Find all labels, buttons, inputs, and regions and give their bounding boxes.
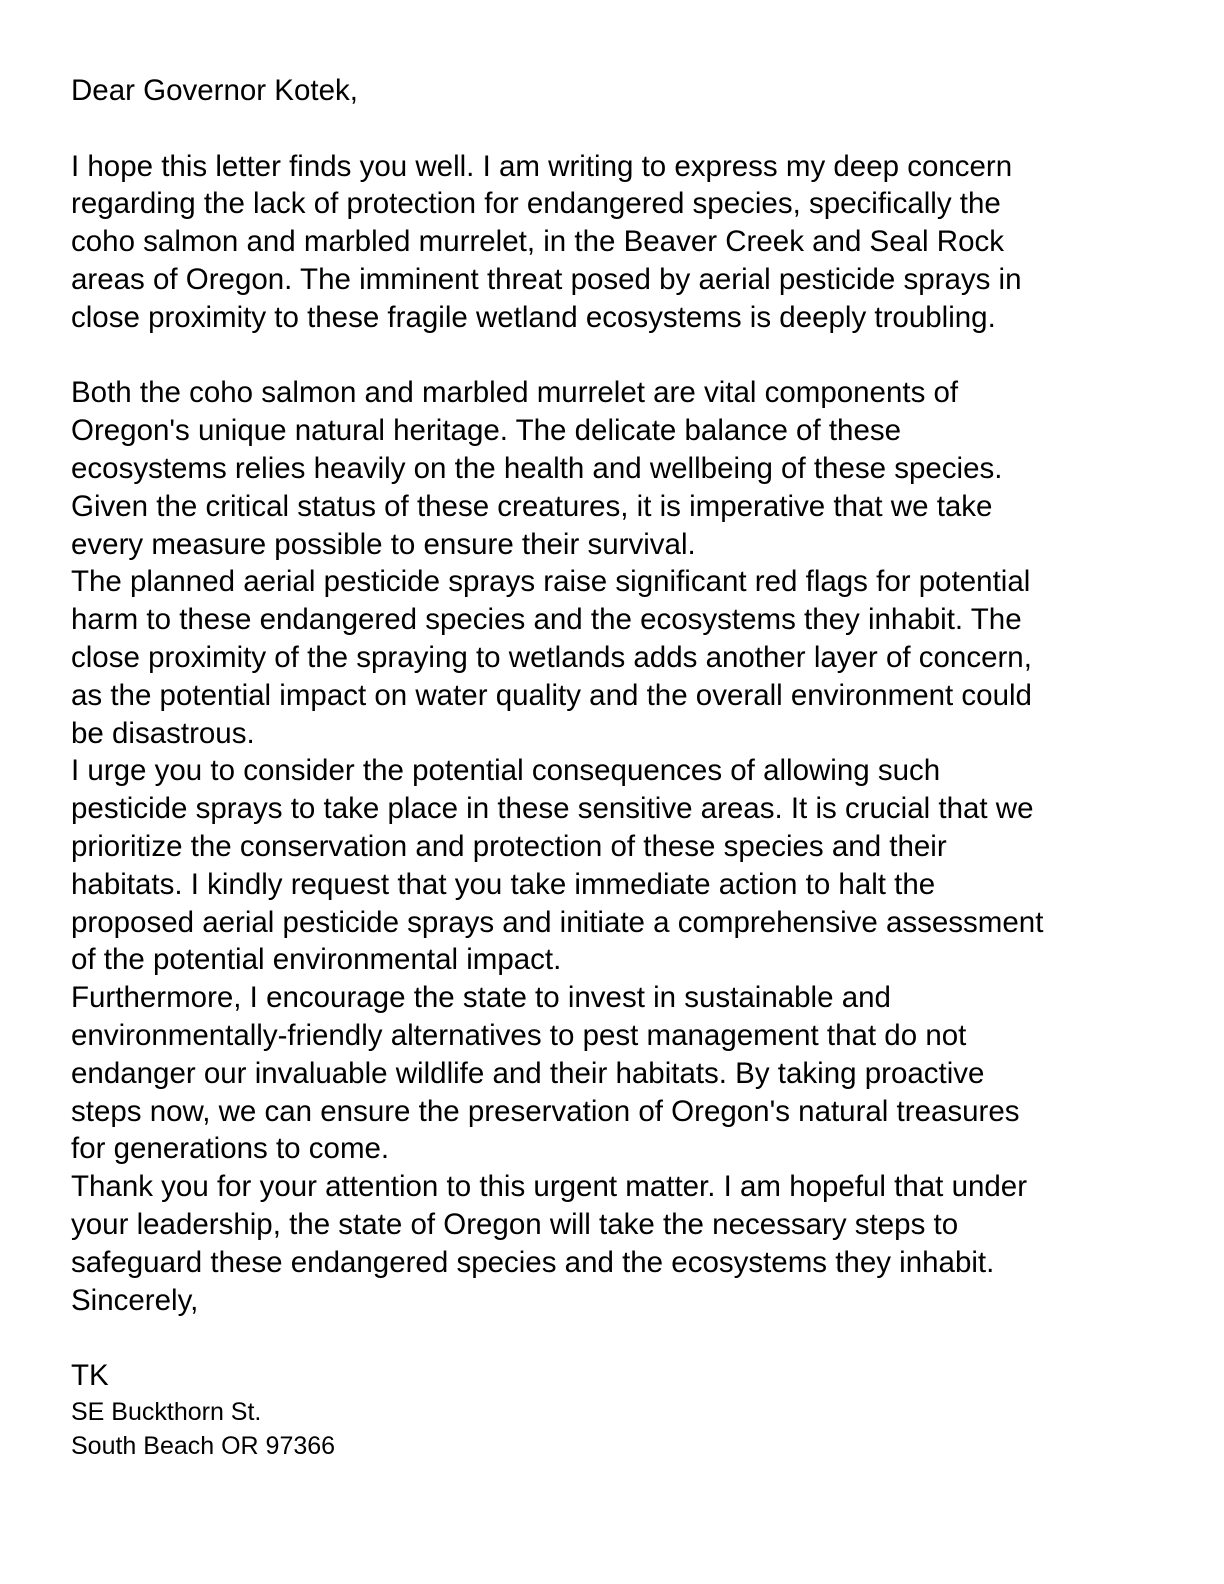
paragraph-line: The planned aerial pesticide sprays raise significant red flags for potential — [71, 565, 1031, 599]
paragraph-line: close proximity of the spraying to wetlands adds another layer of concern, — [71, 640, 1032, 674]
paragraph-line: Furthermore, I encourage the state to invest in sustainable and — [71, 981, 891, 1015]
paragraph-line: as the potential impact on water quality and the overall environment could — [71, 678, 1032, 712]
paragraph-line: close proximity to these fragile wetland ecosystems is deeply troubling. — [71, 300, 996, 334]
paragraph-line: areas of Oregon. The imminent threat posed by aerial pesticide sprays in — [71, 262, 1022, 296]
paragraph-line: environmentally-friendly alternatives to pest management that do not — [71, 1018, 967, 1052]
paragraph-line: pesticide sprays to take place in these sensitive areas. It is crucial that we — [71, 792, 1034, 826]
paragraph-line: ecosystems relies heavily on the health and wellbeing of these species. — [71, 451, 1003, 485]
paragraph-line: prioritize the conservation and protection of these species and their — [71, 829, 947, 863]
paragraph-line: harm to these endangered species and the ecosystems they inhabit. The — [71, 603, 1022, 637]
paragraph-line: I hope this letter finds you well. I am writing to express my deep concern — [71, 149, 1013, 183]
paragraph-line: be disastrous. — [71, 716, 255, 750]
paragraph-line: safeguard these endangered species and the ecosystems they inhabit. — [71, 1245, 995, 1279]
paragraph-line: for generations to come. — [71, 1132, 390, 1166]
address-line: SE Buckthorn St. — [71, 1397, 262, 1426]
signature: TK — [71, 1359, 109, 1393]
paragraph-line: proposed aerial pesticide sprays and initiate a comprehensive assessment — [71, 905, 1044, 939]
paragraph-line: regarding the lack of protection for endangered species, specifically the — [71, 187, 1001, 221]
salutation: Dear Governor Kotek, — [71, 74, 358, 107]
closing: Sincerely, — [71, 1283, 199, 1317]
blank-line — [71, 337, 1161, 375]
paragraph-line: your leadership, the state of Oregon will take the necessary steps to — [71, 1207, 959, 1241]
letter-body — [71, 72, 1161, 1463]
paragraph-heritage — [71, 374, 1161, 563]
paragraph-line: I urge you to consider the potential consequences of allowing such — [71, 754, 941, 788]
sender-address — [71, 1395, 1161, 1463]
paragraph-line: habitats. I kindly request that you take immediate action to halt the — [71, 867, 936, 901]
paragraph-line: every measure possible to ensure their survival. — [71, 527, 696, 561]
paragraph-line: coho salmon and marbled murrelet, in the Beaver Creek and Seal Rock — [71, 225, 1005, 259]
paragraph-thanks — [71, 1168, 1161, 1281]
paragraph-line: Both the coho salmon and marbled murrelet are vital components of — [71, 376, 959, 410]
paragraph-risk — [71, 563, 1161, 752]
paragraph-line: Given the critical status of these creatures, it is imperative that we take — [71, 489, 993, 523]
paragraph-line: Thank you for your attention to this urgent matter. I am hopeful that under — [71, 1170, 1028, 1204]
paragraph-line: Oregon's unique natural heritage. The delicate balance of these — [71, 414, 902, 448]
paragraph-line: of the potential environmental impact. — [71, 943, 562, 977]
blank-line — [71, 1319, 1161, 1357]
paragraph-line: steps now, we can ensure the preservation of Oregon's natural treasures — [71, 1094, 1020, 1128]
paragraph-alternatives — [71, 979, 1161, 1168]
paragraph-concern — [71, 148, 1161, 337]
paragraph-line: endanger our invaluable wildlife and their habitats. By taking proactive — [71, 1056, 985, 1090]
paragraph-request — [71, 752, 1161, 979]
address-line: South Beach OR 97366 — [71, 1431, 336, 1460]
blank-line — [71, 110, 1161, 148]
